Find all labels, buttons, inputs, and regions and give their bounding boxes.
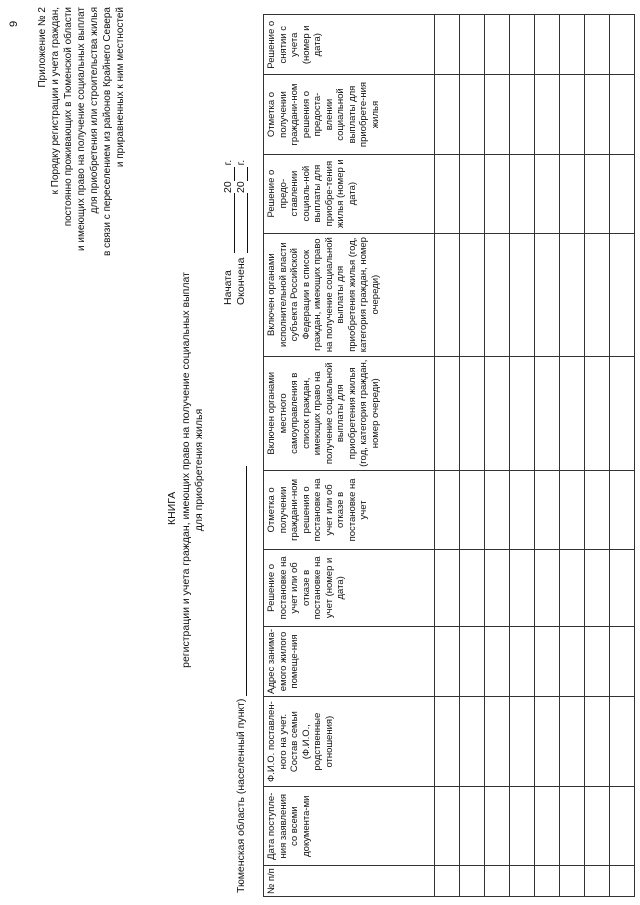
table-cell xyxy=(535,154,560,233)
table-cell xyxy=(610,15,635,75)
table-cell xyxy=(510,75,535,154)
started-row xyxy=(222,160,235,305)
table-cell xyxy=(535,549,560,626)
table-cell xyxy=(610,75,635,154)
table-cell xyxy=(535,866,560,897)
table-cell xyxy=(535,697,560,787)
table-cell xyxy=(510,233,535,356)
table-cell xyxy=(610,470,635,549)
table-row xyxy=(460,15,485,897)
ended-blank xyxy=(235,193,248,253)
book-title: КНИГА xyxy=(166,491,178,525)
table-cell xyxy=(485,787,510,866)
ended-year-prefix: 20 xyxy=(235,181,247,193)
table-cell xyxy=(485,356,510,470)
table-cell xyxy=(610,866,635,897)
table-cell xyxy=(435,15,460,75)
table-cell xyxy=(510,697,535,787)
page-number: 9 xyxy=(8,20,20,27)
table-cell xyxy=(560,15,585,75)
table-row xyxy=(435,15,460,897)
table-cell xyxy=(610,233,635,356)
table-cell xyxy=(485,470,510,549)
registration-table xyxy=(263,14,635,897)
table-cell xyxy=(585,15,610,75)
table-cell xyxy=(560,233,585,356)
table-cell xyxy=(560,154,585,233)
table-cell xyxy=(610,549,635,626)
table-cell xyxy=(460,15,485,75)
table-cell xyxy=(510,470,535,549)
table-cell xyxy=(485,626,510,696)
book-subtitle-line: для приобретения жилья xyxy=(193,408,205,532)
appendix-line: к Порядку регистрации и учета граждан, xyxy=(50,7,61,195)
appendix-line: и приравненных к ним местностей xyxy=(115,7,126,168)
table-cell xyxy=(585,549,610,626)
table-cell xyxy=(510,866,535,897)
column-header: Включен органами местного самоуправления в список граждан, имеющих право на получение социальной выплаты для приобретения жилья (год, категория граждан, номер очереди) xyxy=(264,356,435,470)
appendix-line: и имеющих право на получение социальных выплат xyxy=(76,7,87,251)
started-year-blank xyxy=(222,167,235,181)
appendix-line: в связи с переселением из районов Крайнего Севера xyxy=(102,7,113,256)
table-body xyxy=(435,15,635,897)
table-cell xyxy=(435,697,460,787)
table-cell xyxy=(435,75,460,154)
table-cell xyxy=(585,626,610,696)
table-cell xyxy=(535,75,560,154)
table-cell xyxy=(460,75,485,154)
ended-row xyxy=(235,160,248,305)
table-cell xyxy=(585,787,610,866)
table-cell xyxy=(460,233,485,356)
region-label: Тюменская область (населенный пункт) xyxy=(235,698,247,893)
table-cell xyxy=(610,787,635,866)
table-cell xyxy=(535,626,560,696)
table-cell xyxy=(610,697,635,787)
table-cell xyxy=(535,470,560,549)
table-cell xyxy=(460,787,485,866)
table-cell xyxy=(535,787,560,866)
table-cell xyxy=(460,356,485,470)
table-cell xyxy=(460,626,485,696)
table-cell xyxy=(585,470,610,549)
table-cell xyxy=(560,549,585,626)
appendix-header xyxy=(36,7,127,257)
table-cell xyxy=(485,866,510,897)
table-cell xyxy=(560,75,585,154)
table-cell xyxy=(435,233,460,356)
table-row xyxy=(510,15,535,897)
table-cell xyxy=(485,154,510,233)
table-cell xyxy=(510,154,535,233)
table-row xyxy=(610,15,635,897)
book-subtitle-line: регистрации и учета граждан, имеющих право на получение социальных выплат xyxy=(180,272,192,668)
column-header: Отметка о получении граждани-ном решения о предоста-влении социальной выплаты для приобрете-ния жилья xyxy=(264,75,435,154)
table-cell xyxy=(510,626,535,696)
table-cell xyxy=(560,626,585,696)
table-header-row xyxy=(264,15,435,897)
table-cell xyxy=(585,697,610,787)
appendix-line: постоянно проживающих в Тюменской области xyxy=(63,7,74,227)
table-cell xyxy=(510,15,535,75)
table-cell xyxy=(460,470,485,549)
book-dates xyxy=(222,160,248,305)
table-cell xyxy=(610,626,635,696)
column-header: Дата поступле-ния заявления со всеми документа-ми xyxy=(264,787,435,866)
appendix-line: для приобретения или строительства жилья xyxy=(89,7,100,214)
table-cell xyxy=(460,697,485,787)
table-cell xyxy=(560,356,585,470)
table-cell xyxy=(485,75,510,154)
table-cell xyxy=(485,15,510,75)
table-cell xyxy=(510,549,535,626)
column-header: Решение о предо-ставлении социаль-ной выплаты для приобре-тения жилья (номер и дата) xyxy=(264,154,435,233)
table-cell xyxy=(585,233,610,356)
table-cell xyxy=(535,356,560,470)
table-cell xyxy=(535,15,560,75)
ended-year-blank xyxy=(235,167,248,181)
table-cell xyxy=(435,787,460,866)
table-cell xyxy=(510,356,535,470)
table-cell xyxy=(510,787,535,866)
table-cell xyxy=(460,549,485,626)
appendix-line: Приложение № 2 xyxy=(37,7,48,88)
table-cell xyxy=(435,549,460,626)
table-cell xyxy=(610,154,635,233)
table-cell xyxy=(485,233,510,356)
table-cell xyxy=(535,233,560,356)
table-cell xyxy=(560,787,585,866)
table-row xyxy=(560,15,585,897)
column-header: Включен органами исполнительной власти субъекта Российской Федерации в список граждан, имеющих право на получение социальной выплаты для приобретения жилья (год, категория граждан, номер очереди) xyxy=(264,233,435,356)
column-header: Решение о снятии с учета (номер и дата) xyxy=(264,15,435,75)
table-cell xyxy=(435,470,460,549)
table-cell xyxy=(610,356,635,470)
table-cell xyxy=(585,154,610,233)
started-year-suffix: г. xyxy=(222,159,234,166)
table-cell xyxy=(585,75,610,154)
table-cell xyxy=(435,154,460,233)
table-cell xyxy=(485,697,510,787)
started-blank xyxy=(222,193,235,253)
table-cell xyxy=(485,549,510,626)
table-cell xyxy=(585,866,610,897)
ended-label: Окончена xyxy=(235,257,247,305)
region-blank xyxy=(234,466,247,696)
column-header: Отметка о получении граждани-ном решения о постановке на учет или об отказе в постановке на учет xyxy=(264,470,435,549)
column-header: Ф.И.О. поставлен-ного на учет. Состав семьи (Ф.И.О., родственные отношения) xyxy=(264,697,435,787)
table-cell xyxy=(460,866,485,897)
table-cell xyxy=(560,470,585,549)
table-cell xyxy=(435,626,460,696)
table-row xyxy=(485,15,510,897)
ended-year-suffix: г. xyxy=(235,159,247,166)
table-row xyxy=(585,15,610,897)
started-label: Начата xyxy=(222,270,234,305)
table-cell xyxy=(460,154,485,233)
table-row xyxy=(535,15,560,897)
table-cell xyxy=(435,866,460,897)
column-header: Адрес занима-емого жилого помеще-ния xyxy=(264,626,435,696)
column-header: № п/п xyxy=(264,866,435,897)
column-header: Решение о постановке на учет или об отказе в постановке на учет (номер и дата) xyxy=(264,549,435,626)
table-cell xyxy=(585,356,610,470)
started-year-prefix: 20 xyxy=(222,181,234,193)
book-subtitle xyxy=(180,220,206,720)
table-cell xyxy=(560,866,585,897)
table-cell xyxy=(435,356,460,470)
table-cell xyxy=(560,697,585,787)
region-line xyxy=(234,466,247,893)
